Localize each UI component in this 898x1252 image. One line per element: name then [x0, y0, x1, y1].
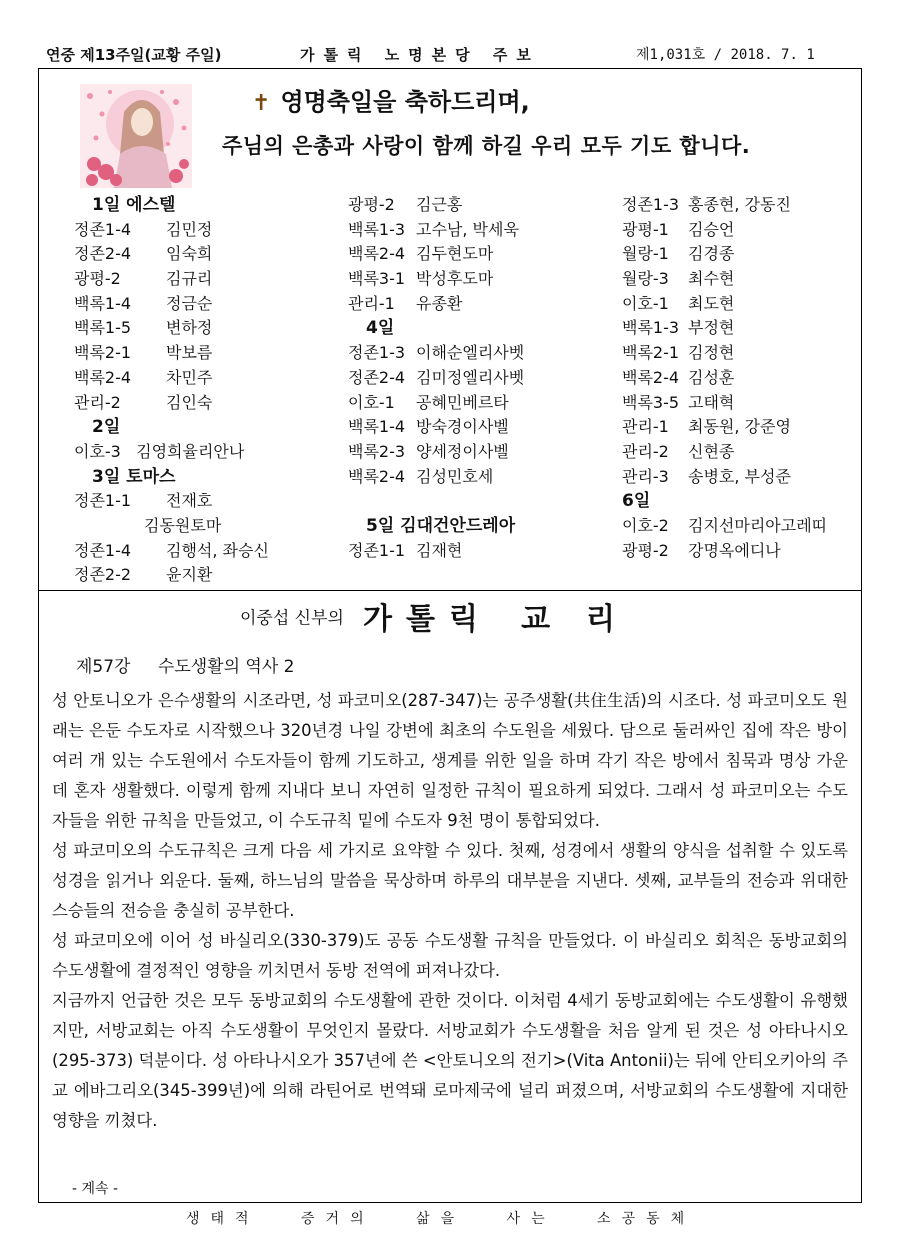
member-name: 정금순 [166, 293, 213, 313]
feast-column-1 [74, 193, 269, 588]
bulletin-header [38, 44, 862, 68]
feast-entry [74, 341, 269, 366]
district-code: 정존2-4 [348, 367, 406, 387]
feast-entry [348, 539, 524, 564]
member-name: 김규리 [166, 269, 213, 289]
feast-column-3 [622, 193, 827, 563]
cross-icon: ✝ [252, 91, 271, 116]
feast-entry [348, 267, 524, 292]
district-code: 백록1-4 [348, 417, 406, 437]
member-name: 최수현 [688, 269, 735, 289]
district-code: 이호-1 [348, 392, 395, 412]
liturgical-day: 연중 제13주일(교황 주일) [46, 46, 222, 64]
district-code: 광평-2 [74, 269, 121, 289]
lecture-body [52, 686, 848, 1136]
lesson-title: 수도생활의 역사 2 [157, 657, 295, 677]
feast-entry [348, 415, 524, 440]
member-name: 김재현 [416, 540, 463, 560]
feast-entry [74, 242, 269, 267]
district-code: 백록1-3 [348, 219, 406, 239]
district-code: 월랑-3 [622, 269, 669, 289]
feast-entry [622, 316, 827, 341]
member-name: 김경종 [688, 244, 735, 264]
member-name: 유종환 [416, 293, 463, 313]
member-name: 전재호 [166, 491, 213, 511]
catechism-heading [240, 594, 651, 638]
catechism-title-b: 교리 [521, 602, 652, 637]
lesson-number: 제57강 [76, 657, 131, 677]
feast-day-heading: 2일 [92, 417, 121, 438]
member-name: 김근홍 [416, 195, 463, 214]
feast-entry [622, 267, 827, 292]
member-name: 김행석, 좌승신 [166, 540, 269, 560]
district-code: 이호-2 [622, 515, 669, 535]
feast-day-heading: 4일 [366, 318, 395, 339]
member-name: 김두현도마 [416, 244, 494, 264]
feast-entry [74, 391, 269, 416]
district-code: 정존2-4 [74, 244, 132, 264]
lecture-paragraph: 성 안토니오가 은수생활의 시조라면, 성 파코미오(287-347)는 공주생활(共住生活)의 시조다. 성 파코미오도 원래는 은둔 수도자로 시작했으나 320년경 나일 강변에 최초의 수도원을 세웠다. 담으로 둘러싸인 집에 작은 방이 여러 개 있는 수도원에서 수도자들이 함께 기도하고, 생계를 위한 일을 하며 각기 작은 방에서 침묵과 명상 가운데 혼자 생활했다. 이렇게 함께 지내다 보니 자연히 일정한 규칙이 필요하게 되었다. 그래서 성 파코미오는 수도자들을 위한 규칙을 만들었고, 이 수도규칙 밑에 수도자 9천 명이 통합되었다. [52, 691, 848, 830]
member-name: 신현종 [688, 441, 735, 461]
district-code: 월랑-1 [622, 244, 669, 264]
member-name: 변하정 [166, 318, 213, 338]
district-code: 백록2-1 [74, 343, 132, 363]
to-be-continued: - 계속 - [72, 1181, 119, 1197]
district-code: 백록2-3 [348, 441, 406, 461]
feast-entry [622, 366, 827, 391]
mary-rose-image [80, 84, 192, 188]
feast-entry [622, 391, 827, 416]
feast-entry [622, 465, 827, 490]
member-name: 박보름 [166, 343, 213, 363]
feast-entry [622, 242, 827, 267]
member-name: 방숙경이사벨 [416, 417, 509, 437]
feast-column-2 [348, 193, 524, 563]
feast-entry [348, 341, 524, 366]
district-code: 관리-2 [622, 441, 669, 461]
member-name: 김성민호세 [416, 466, 494, 486]
member-name: 부정현 [688, 318, 735, 338]
district-code: 이호-1 [622, 293, 669, 313]
feast-day-heading: 1일 에스텔 [92, 195, 176, 215]
feast-entry [622, 341, 827, 366]
district-code: 정존1-1 [74, 491, 132, 511]
member-name: 양세정이사벨 [416, 441, 509, 461]
member-name: 김정현 [688, 343, 735, 363]
feast-entry [622, 514, 827, 539]
district-code: 백록3-5 [622, 392, 680, 412]
feast-entry: 이호-3 김영희율리안나 [74, 441, 245, 461]
district-code: 백록1-4 [74, 293, 132, 313]
feast-entry [348, 218, 524, 243]
feast-greeting-line1 [252, 82, 530, 117]
lecture-paragraph: 성 파코미오에 이어 성 바실리오(330-379)도 공동 수도생활 규칙을 만들었다. 이 바실리오 회칙은 동방교회의 수도생활에 결정적인 영향을 끼치면서 동방 전역에 퍼져나갔다. [52, 931, 848, 980]
feast-entry [74, 539, 269, 564]
district-code: 정존1-3 [622, 195, 680, 214]
district-code: 관리-3 [622, 466, 669, 486]
member-name: 윤지환 [166, 565, 213, 585]
lecture-paragraph: 성 파코미오의 수도규칙은 크게 다음 세 가지로 요약할 수 있다. 첫째, 성경에서 생활의 양식을 섭취할 수 있도록 성경을 읽거나 외운다. 둘째, 하느님의 말씀을 묵상하며 하루의 대부분을 지낸다. 셋째, 교부들의 전승과 위대한 스승들의 전승을 충실히 공부한다. [52, 841, 848, 920]
feast-day-heading: 6일 [622, 491, 651, 512]
district-code: 광평-1 [622, 219, 669, 239]
feast-entry [622, 193, 827, 218]
feast-entry [74, 218, 269, 243]
feast-entry [74, 316, 269, 341]
feast-entry [622, 292, 827, 317]
spacer [348, 489, 524, 514]
feast-entry [348, 366, 524, 391]
lesson-heading [76, 652, 294, 677]
district-code: 백록1-3 [622, 318, 680, 338]
district-code: 광평-2 [348, 195, 395, 214]
member-name: 김민정 [166, 219, 213, 239]
feast-entry [622, 539, 827, 564]
catechism-author: 이중섭 신부의 [240, 608, 344, 629]
feast-entry [348, 242, 524, 267]
district-code: 백록2-4 [622, 367, 680, 387]
district-code: 백록2-1 [622, 343, 680, 363]
footer-motto: 생태적 증거의 삶을 사는 소공동체 [186, 1211, 696, 1227]
district-code: 정존1-4 [74, 540, 132, 560]
district-code: 정존1-3 [348, 343, 406, 363]
feast-entry [74, 292, 269, 317]
lecture-paragraph: 지금까지 언급한 것은 모두 동방교회의 수도생활에 관한 것이다. 이처럼 4세기 동방교회에는 수도생활이 유행했지만, 서방교회는 아직 수도생활이 무엇인지 몰랐다. 서방교회가 수도생활을 처음 알게 된 것은 성 아타나시오(295-373) 덕분이다. 성 아타나시오가 357년에 쓴 <안토니오의 전기>(Vita Antonii)는 뒤에 안티오키아의 주교 에바그리오(345-399년)에 의해 라틴어로 번역돼 로마제국에 널리 퍼졌으며, 서방교회의 수도생활에 지대한 영향을 끼쳤다. [52, 991, 848, 1130]
feast-day-heading: 3일 토마스 [92, 466, 176, 487]
bulletin-title: 가톨릭 노명본당 주보 [300, 46, 540, 64]
feast-entry [74, 267, 269, 292]
district-code: 광평-2 [622, 540, 669, 560]
feast-day-heading: 5일 김대건안드레아 [366, 515, 516, 536]
feast-entry [622, 218, 827, 243]
member-name: 고태혁 [688, 392, 735, 412]
member-name: 김성훈 [688, 367, 735, 387]
district-code: 정존2-2 [74, 565, 132, 585]
member-name: 김승언 [688, 219, 735, 239]
district-code: 관리-1 [348, 293, 395, 313]
member-name: 김미정엘리사벳 [416, 367, 525, 387]
member-name: 고수남, 박세욱 [416, 219, 519, 239]
feast-entry [74, 563, 269, 588]
feast-entry-continued: 김동원토마 [144, 515, 222, 535]
feast-greeting-line2: 주님의 은총과 사랑이 함께 하길 우리 모두 기도 합니다. [222, 134, 751, 158]
district-code: 백록2-4 [348, 244, 406, 264]
district-code: 백록2-4 [74, 367, 132, 387]
district-code: 정존1-1 [348, 540, 406, 560]
feast-entry [74, 366, 269, 391]
member-name: 최도현 [688, 293, 735, 313]
feast-entry [622, 415, 827, 440]
feast-entry [348, 465, 524, 490]
member-name: 최동원, 강준영 [688, 417, 791, 437]
member-name: 홍종현, 강동진 [688, 195, 791, 214]
member-name: 송병호, 부성준 [688, 466, 791, 486]
feast-entry [74, 489, 269, 514]
feast-entry [348, 391, 524, 416]
member-name: 임숙희 [166, 244, 213, 264]
district-code: 백록1-5 [74, 318, 132, 338]
member-name: 차민주 [166, 367, 213, 387]
feast-entry [348, 440, 524, 465]
district-code: 정존1-4 [74, 219, 132, 239]
issue-info: 제1,031호 / 2018. 7. 1 [636, 47, 815, 63]
feast-entry [348, 292, 524, 317]
member-name: 김지선마리아고레띠 [688, 515, 828, 535]
greeting-text-1: 영명축일을 축하드리며, [280, 88, 530, 116]
feast-entry [348, 193, 524, 218]
district-code: 관리-2 [74, 392, 121, 412]
district-code: 관리-1 [622, 417, 669, 437]
member-name: 이해순엘리사벳 [416, 343, 525, 363]
feast-entry [622, 440, 827, 465]
district-code: 백록2-4 [348, 466, 406, 486]
member-name: 박성후도마 [416, 269, 494, 289]
catechism-title-a: 가톨릭 [363, 602, 492, 637]
district-code: 백록3-1 [348, 269, 406, 289]
member-name: 공혜민베르타 [416, 392, 509, 412]
member-name: 김인숙 [166, 392, 213, 412]
member-name: 강명옥에디나 [688, 540, 781, 560]
